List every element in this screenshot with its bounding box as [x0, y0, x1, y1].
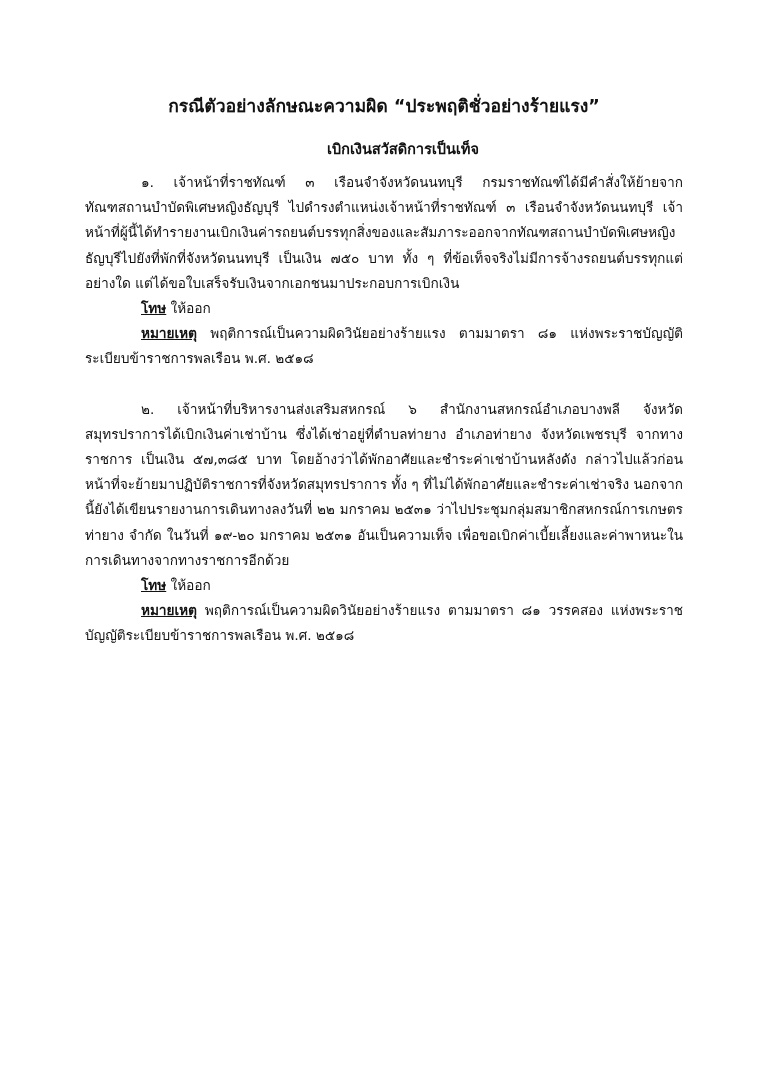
- document-subtitle: เบิกเงินสวัสดิการเป็นเท็จ: [327, 142, 479, 158]
- case-1-text: ๑. เจ้าหน้าที่ราชทัณฑ์ ๓ เรือนจำจังหวัดนนทบุรี กรมราชทัณฑ์ได้มีคำสั่งให้ย้ายจากทัณฑสถานบำบัดพิเศษหญิงธัญบุรี ไปดำรงตำแหน่งเจ้าหน้าที่ราชทัณฑ์ ๓ เรือนจำจังหวัดนนทบุรี เจ้า หน้าที่ผู้นี้ได้ทำรายงานเบิกเงินค่ารถยนต์บรรทุกสิ่งของและสัมภาระออกจากทัณฑสถานบำบัดพิเศษหญิงธัญบุรีไปยังที่พักที่จังหวัดนนทบุรี เป็นเงิน ๗๕๐ บาท ทั้ง ๆ ที่ข้อเท็จจริงไม่มีการจ้างรถยนต์บรรทุกแต่อย่างใด แต่ได้ขอใบเสร็จรับเงินจากเอกชนมาประกอบการเบิกเงิน: [85, 175, 683, 292]
- case-separator: [85, 373, 683, 398]
- case-2-note-text: พฤติการณ์เป็นความผิดวินัยอย่างร้ายแรง ตามมาตรา ๘๑ วรรคสอง แห่งพระราชบัญญัติระเบียบข้าราชการพลเรือน พ.ศ. ๒๕๑๘: [85, 603, 683, 645]
- case-2-penalty-label: โทษ: [141, 578, 167, 595]
- case-2-penalty: [85, 574, 683, 599]
- case-1: [85, 171, 683, 373]
- case-1-note: [85, 322, 683, 372]
- case-1-note-label: หมายเหตุ: [141, 326, 197, 343]
- case-1-penalty-text: ให้ออก: [170, 301, 211, 318]
- case-2-text: ๒. เจ้าหน้าที่บริหารงานส่งเสริมสหกรณ์ ๖ สำนักงานสหกรณ์อำเภอบางพลี จังหวัดสมุทรปราการได้เบิกเงินค่าเช่าบ้าน ซึ่งได้เช่าอยู่ที่ตำบลท่ายาง อำเภอท่ายาง จังหวัดเพชรบุรี จากทางราชการ เป็นเงิน ๕๗,๓๘๕ บาท โดยอ้างว่าได้พักอาศัยและชำระค่าเช่าบ้านหลังดัง กล่าวไปแล้วก่อนหน้าที่จะย้ายมาปฏิบัติราชการที่จังหวัดสมุทรปราการ ทั้ง ๆ ที่ไม่ได้พักอาศัยและชำระค่าเช่าจริง นอกจากนี้ยังได้เขียนรายงานการเดินทางลงวันที่ ๒๒ มกราคม ๒๕๓๑ ว่าไปประชุมกลุ่มสมาชิกสหกรณ์การเกษตรท่ายาง จำกัด ในวันที่ ๑๙-๒๐ มกราคม ๒๕๓๑ อันเป็นความเท็จ เพื่อขอเบิกค่าเบี้ยเลี้ยงและค่าพาหนะในการเดินทางจากทางราชการอีกด้วย: [85, 401, 683, 569]
- case-1-penalty-label: โทษ: [141, 301, 167, 318]
- case-1-note-text: พฤติการณ์เป็นความผิดวินัยอย่างร้ายแรง ตามมาตรา ๘๑ แห่งพระราชบัญญัติระเบียบข้าราชการพลเรือน พ.ศ. ๒๕๑๘: [85, 326, 683, 368]
- case-1-penalty: [85, 297, 683, 322]
- case-2-penalty-text: ให้ออก: [170, 578, 211, 595]
- case-2-note: [85, 599, 683, 649]
- case-2-note-label: หมายเหตุ: [141, 603, 197, 620]
- document-title: กรณีตัวอย่างลักษณะความผิด “ประพฤติชั่วอย่างร้ายแรง”: [168, 97, 600, 117]
- case-2: [85, 398, 683, 650]
